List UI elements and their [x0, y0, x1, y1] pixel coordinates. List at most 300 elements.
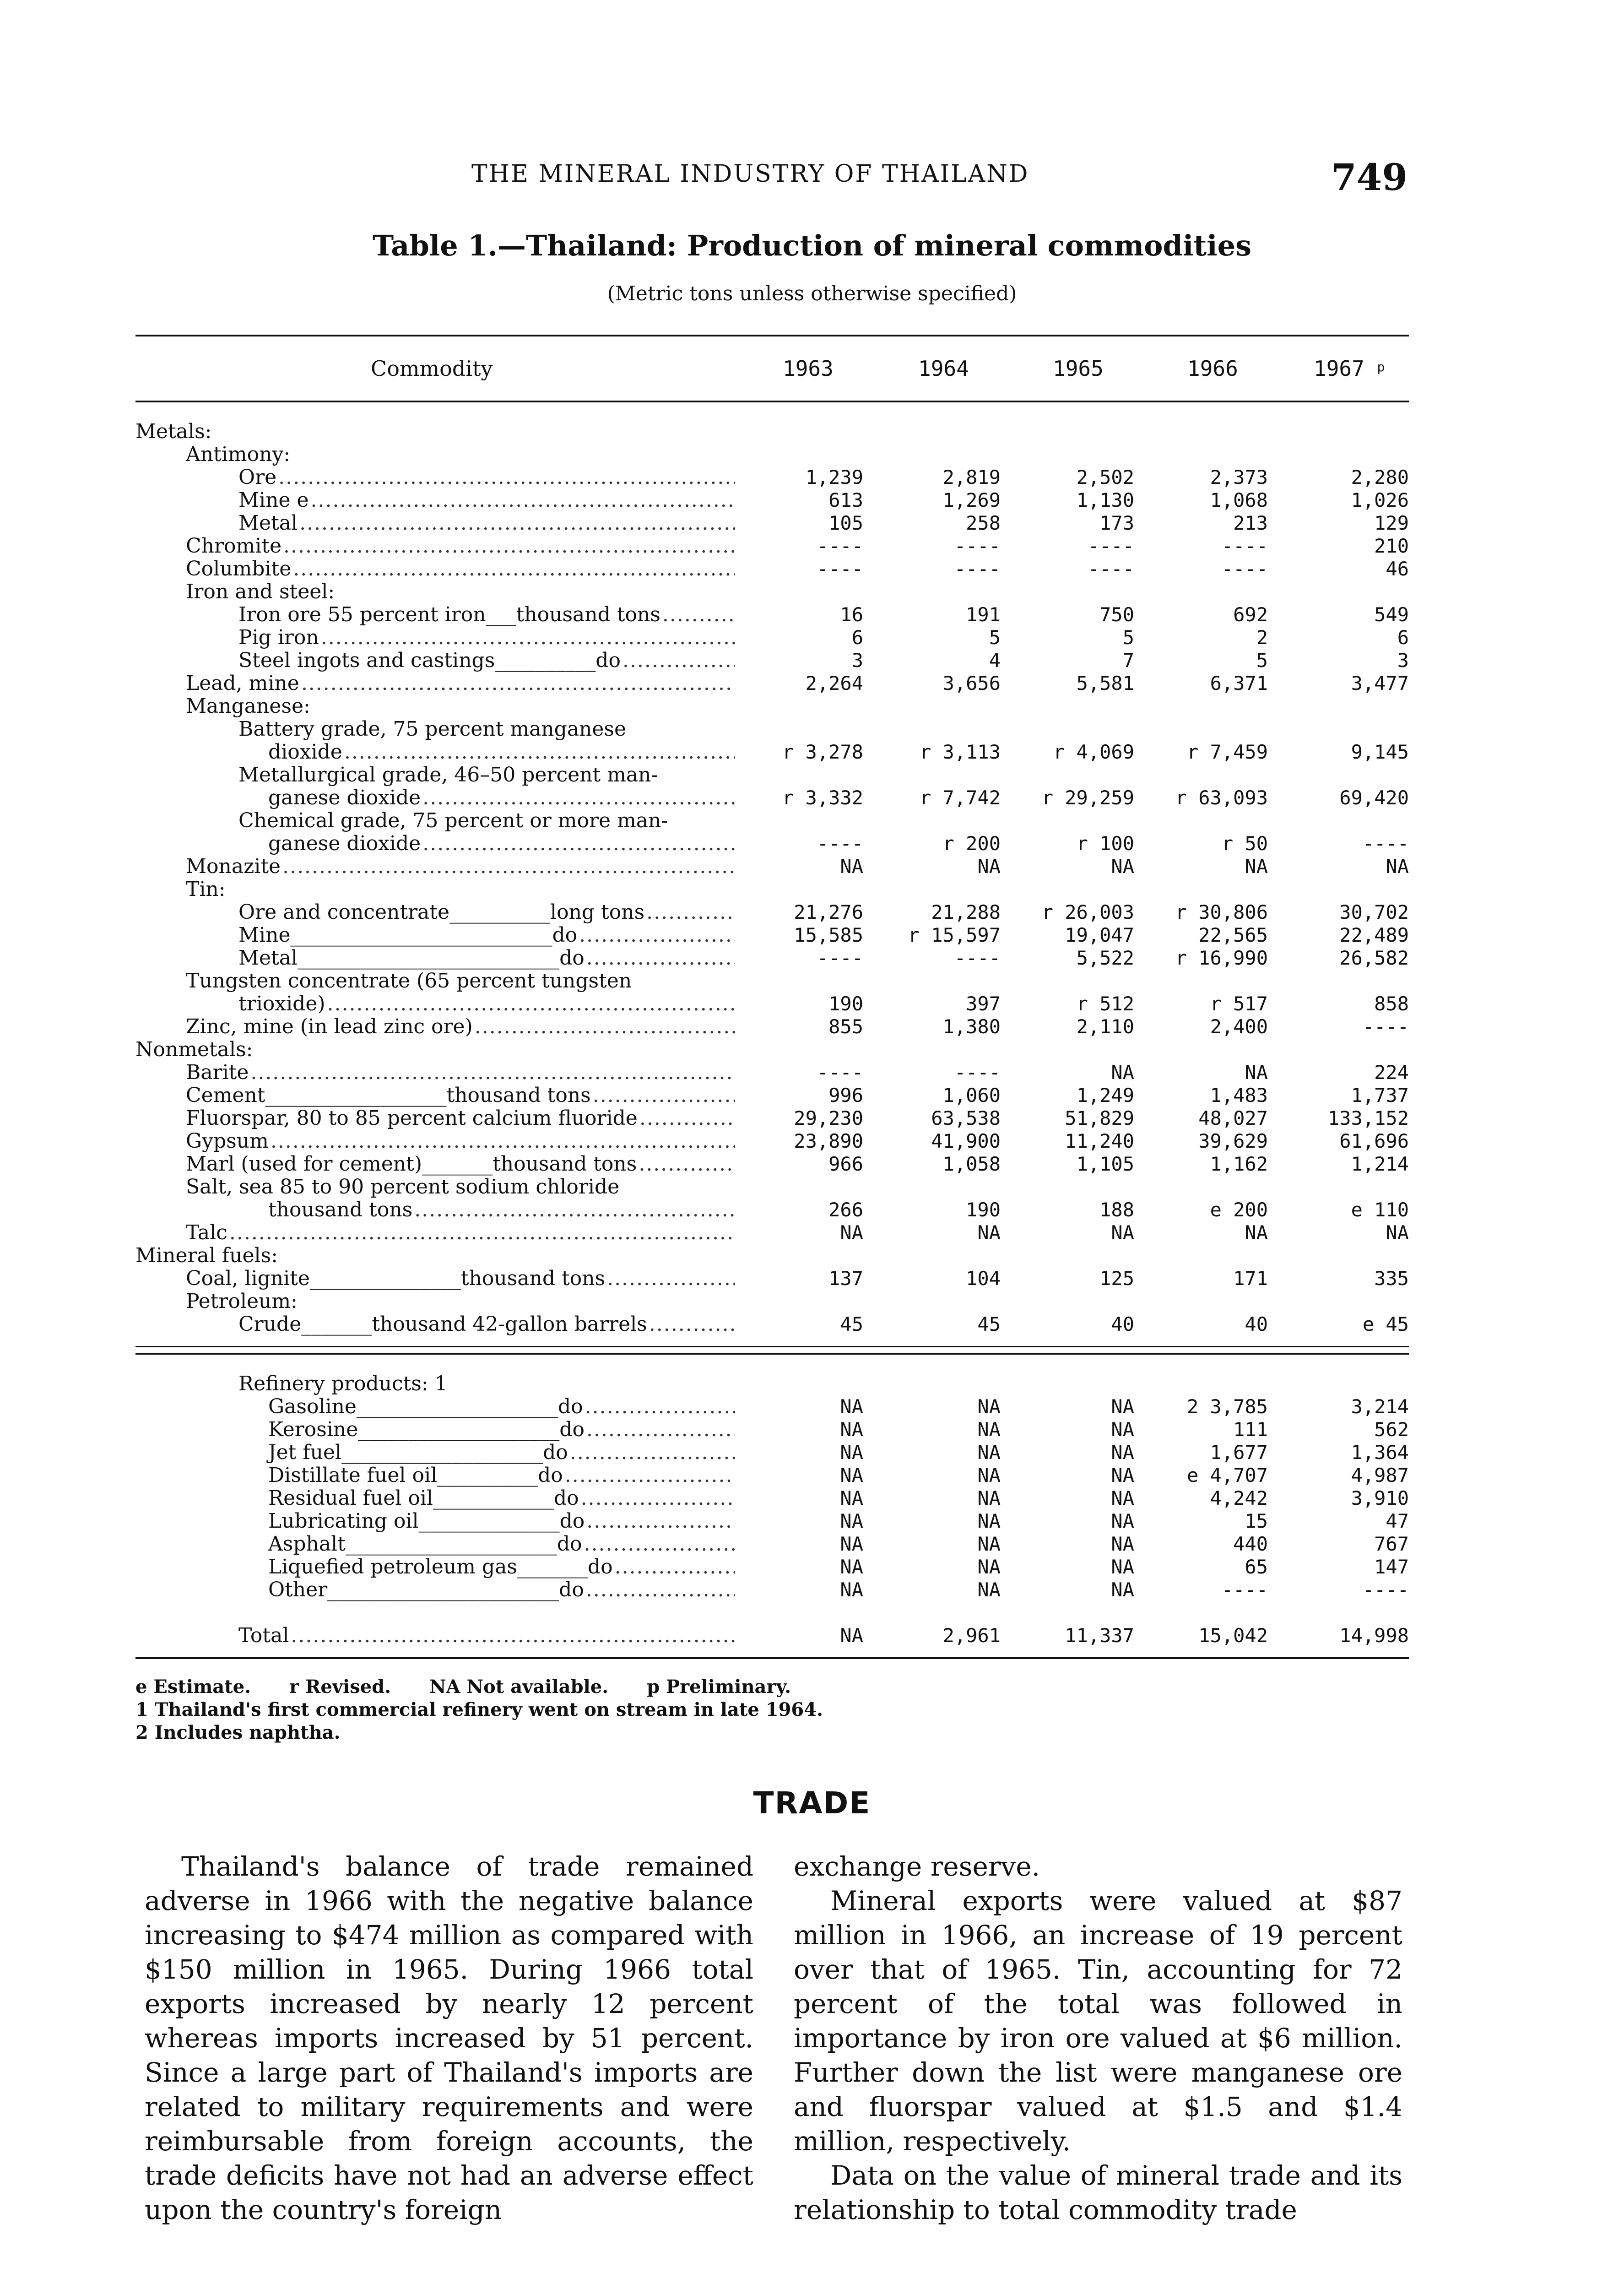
- row-value: NA: [840, 1221, 863, 1244]
- row-value: ----: [1221, 535, 1268, 557]
- table-row: [135, 1061, 1409, 1084]
- row-label: Jet fuel____________________do .....: [135, 1441, 735, 1464]
- row-value: 41,900: [931, 1130, 1001, 1152]
- row-value: 1,249: [1076, 1084, 1134, 1107]
- row-value: 858: [1374, 993, 1409, 1015]
- row-value: ----: [954, 535, 1001, 557]
- row-label: Residual fuel oil____________do .....: [135, 1487, 735, 1510]
- row-value: r 15,597: [908, 924, 1001, 946]
- row-value: 137: [828, 1267, 863, 1290]
- row-label: Monazite .....: [135, 855, 735, 878]
- table-row: [135, 443, 1409, 466]
- table-row: [135, 1199, 1409, 1221]
- table-row: [135, 1015, 1409, 1038]
- row-label: Mineral fuels:: [135, 1244, 278, 1267]
- row-value: NA: [840, 1578, 863, 1601]
- table-row: [135, 970, 1409, 993]
- preliminary-mark: p: [1377, 359, 1385, 374]
- row-value: ----: [817, 947, 863, 969]
- paragraph: Mineral exports were valued at $87 million in 1966, an increase of 19 percent over that of 1965. Tin, accounting for 72 percent of the total was followed in importance by iron ore valued at $6 million. Further down the list were manganese ore and fluorspar valued at $1.5 and $1.4 million, respectively.: [794, 1885, 1402, 2157]
- row-value: NA: [977, 1578, 1001, 1601]
- row-value: 105: [828, 512, 863, 534]
- row-value: 258: [966, 512, 1001, 534]
- row-value: 4: [989, 649, 1001, 672]
- row-value: 397: [966, 993, 1001, 1015]
- column-header-1964: 1964: [918, 356, 969, 381]
- row-value: NA: [1111, 1510, 1134, 1532]
- row-value: 22,489: [1339, 924, 1409, 946]
- row-value: 210: [1374, 535, 1409, 557]
- row-value: ----: [1362, 1578, 1409, 1601]
- row-label: Mine e .....: [135, 489, 735, 512]
- row-value: NA: [840, 855, 863, 878]
- row-value: NA: [977, 1395, 1001, 1418]
- table-row: [135, 1464, 1409, 1487]
- row-label: trioxide) .....: [135, 993, 735, 1015]
- column-header-commodity: Commodity: [371, 356, 493, 381]
- row-label: Pig iron .....: [135, 626, 735, 649]
- table-row: [135, 1153, 1409, 1176]
- table-row: [135, 1487, 1409, 1510]
- row-label: Distillate fuel oil__________do .....: [135, 1464, 735, 1487]
- row-value: r 63,093: [1175, 787, 1268, 809]
- table-row: [135, 718, 1409, 741]
- row-label: Fluorspar, 80 to 85 percent calcium fluoride .....: [135, 1107, 735, 1130]
- row-value: 39,629: [1198, 1130, 1268, 1152]
- row-value: NA: [1111, 1578, 1134, 1601]
- table-row: [135, 535, 1409, 558]
- row-value: 613: [828, 489, 863, 511]
- row-value: NA: [1386, 1221, 1409, 1244]
- row-value: 46: [1386, 558, 1409, 580]
- row-value: ----: [1362, 1015, 1409, 1038]
- row-value: 1,380: [942, 1015, 1001, 1038]
- row-label: Metal__________________________do .....: [135, 947, 735, 970]
- table-row: [135, 695, 1409, 718]
- table-title: Table 1.—Thailand: Production of mineral commodities: [372, 229, 1251, 262]
- table-row: [135, 603, 1409, 626]
- table-row: [135, 1267, 1409, 1290]
- table-row: [135, 512, 1409, 535]
- row-value: NA: [840, 1395, 863, 1418]
- row-value: 2,280: [1351, 466, 1409, 488]
- row-value: NA: [1111, 1221, 1134, 1244]
- row-label: Metal .....: [135, 512, 735, 535]
- row-value: 1,130: [1076, 489, 1134, 511]
- row-value: NA: [840, 1441, 863, 1464]
- row-label: Marl (used for cement)_______thousand tons .....: [135, 1153, 735, 1176]
- row-label: Total .....: [135, 1624, 735, 1647]
- row-value: NA: [1245, 1221, 1268, 1244]
- row-value: NA: [1111, 855, 1134, 878]
- row-value: e 4,707: [1186, 1464, 1268, 1486]
- row-value: 1,058: [942, 1153, 1001, 1175]
- row-value: e 110: [1351, 1199, 1409, 1221]
- table-row: [135, 1624, 1409, 1647]
- table-row: [135, 420, 1409, 443]
- table-row: [135, 787, 1409, 809]
- row-value: 47: [1386, 1510, 1409, 1532]
- row-value: 15,042: [1198, 1624, 1268, 1647]
- paragraph: exchange reserve.: [794, 1851, 1040, 1882]
- row-value: 5: [1122, 626, 1134, 649]
- row-value: 1,483: [1210, 1084, 1268, 1107]
- row-value: 11,240: [1065, 1130, 1134, 1152]
- row-value: 173: [1099, 512, 1134, 534]
- row-value: 1,162: [1210, 1153, 1268, 1175]
- row-value: 562: [1374, 1418, 1409, 1441]
- row-value: NA: [977, 1441, 1001, 1464]
- row-value: NA: [977, 1556, 1001, 1578]
- row-value: e 200: [1210, 1199, 1268, 1221]
- row-value: 5: [1256, 649, 1268, 672]
- column-header-1966: 1966: [1187, 356, 1238, 381]
- row-value: 190: [966, 1199, 1001, 1221]
- row-label: Ore and concentrate__________long tons .....: [135, 901, 735, 924]
- row-label: Chromite .....: [135, 535, 735, 558]
- row-value: 5,581: [1076, 672, 1134, 694]
- row-value: 1,737: [1351, 1084, 1409, 1107]
- row-label: Talc .....: [135, 1221, 735, 1244]
- row-value: 2: [1256, 626, 1268, 649]
- row-value: NA: [1245, 855, 1268, 878]
- row-value: NA: [977, 1418, 1001, 1441]
- row-value: NA: [1111, 1464, 1134, 1486]
- table-row: [135, 1556, 1409, 1578]
- row-value: 11,337: [1065, 1624, 1134, 1647]
- row-value: 45: [840, 1313, 863, 1335]
- table-row: [135, 1510, 1409, 1533]
- row-label: Barite .....: [135, 1061, 735, 1084]
- table-row: [135, 901, 1409, 924]
- table-row: [135, 924, 1409, 947]
- row-value: 335: [1374, 1267, 1409, 1290]
- row-label: Iron ore 55 percent iron___thousand tons .....: [135, 603, 735, 626]
- footnote-estimate: e Estimate.: [135, 1676, 251, 1698]
- row-value: ----: [1362, 832, 1409, 855]
- row-label: Tin:: [186, 878, 226, 901]
- running-head: [0, 156, 1624, 211]
- text-column-left: [145, 1850, 753, 2227]
- paragraph: Data on the value of mineral trade and its relationship to total commodity trade: [794, 2160, 1402, 2225]
- table-row: [135, 489, 1409, 512]
- footnote-2: 2 Includes naphtha.: [135, 1722, 341, 1743]
- table-row: [135, 1176, 1409, 1199]
- row-value: NA: [840, 1464, 863, 1486]
- row-label: Tungsten concentrate (65 percent tungsten: [186, 970, 632, 993]
- text-column-right: [794, 1850, 1402, 2227]
- row-value: NA: [1111, 1061, 1134, 1084]
- row-label: Antimony:: [186, 443, 291, 466]
- row-value: NA: [1111, 1533, 1134, 1555]
- row-label: Manganese:: [186, 695, 310, 718]
- row-label: thousand tons .....: [135, 1199, 735, 1221]
- row-value: r 517: [1210, 993, 1268, 1015]
- table-header-rule: [135, 401, 1409, 402]
- table-row: [135, 1130, 1409, 1153]
- row-value: 19,047: [1065, 924, 1134, 946]
- table-bottom-rule: [135, 1657, 1409, 1659]
- row-value: 2,961: [942, 1624, 1001, 1647]
- row-label: Liquefied petroleum gas_______do .....: [135, 1556, 735, 1578]
- row-label: Salt, sea 85 to 90 percent sodium chloride: [186, 1176, 620, 1199]
- row-value: 1,239: [805, 466, 863, 488]
- column-header-1965: 1965: [1053, 356, 1104, 381]
- row-value: r 7,742: [919, 787, 1001, 809]
- row-value: NA: [1111, 1418, 1134, 1441]
- row-value: 2,373: [1210, 466, 1268, 488]
- row-value: NA: [840, 1556, 863, 1578]
- row-value: 224: [1374, 1061, 1409, 1084]
- table-row: [135, 1084, 1409, 1107]
- row-value: 213: [1233, 512, 1268, 534]
- row-label: Kerosine____________________do .....: [135, 1418, 735, 1441]
- row-value: ----: [1221, 558, 1268, 580]
- table-row: [135, 672, 1409, 695]
- row-value: 3,656: [942, 672, 1001, 694]
- row-label: Asphalt_____________________do .....: [135, 1533, 735, 1556]
- row-label: dioxide .....: [135, 741, 735, 764]
- row-value: 104: [966, 1267, 1001, 1290]
- row-label: Lubricating oil______________do .....: [135, 1510, 735, 1533]
- row-value: NA: [1386, 855, 1409, 878]
- table-row: [135, 878, 1409, 901]
- table-row: [135, 626, 1409, 649]
- row-value: ----: [1088, 535, 1134, 557]
- row-value: NA: [1245, 1061, 1268, 1084]
- row-value: 51,829: [1065, 1107, 1134, 1129]
- row-value: 767: [1374, 1533, 1409, 1555]
- row-label: Petroleum:: [186, 1290, 298, 1313]
- row-value: 2 3,785: [1186, 1395, 1268, 1418]
- table-row: [135, 1533, 1409, 1556]
- row-value: 6: [851, 626, 863, 649]
- row-value: 22,565: [1198, 924, 1268, 946]
- row-value: 147: [1374, 1556, 1409, 1578]
- column-header-1963: 1963: [783, 356, 834, 381]
- row-value: 855: [828, 1015, 863, 1038]
- row-label: Steel ingots and castings__________do .....: [135, 649, 735, 672]
- row-value: 40: [1245, 1313, 1268, 1335]
- row-value: 14,998: [1339, 1624, 1409, 1647]
- row-value: ----: [817, 535, 863, 557]
- row-value: 61,696: [1339, 1130, 1409, 1152]
- row-value: NA: [977, 1464, 1001, 1486]
- table-row: [135, 1578, 1409, 1601]
- row-value: 4,987: [1351, 1464, 1409, 1486]
- row-label: Ore .....: [135, 466, 735, 489]
- row-value: 3,910: [1351, 1487, 1409, 1509]
- row-value: r 7,459: [1186, 741, 1268, 763]
- row-value: 133,152: [1327, 1107, 1409, 1129]
- row-label: Nonmetals:: [135, 1038, 253, 1061]
- table-row: [135, 466, 1409, 489]
- row-value: NA: [1111, 1395, 1134, 1418]
- row-value: ----: [954, 558, 1001, 580]
- row-label: Metals:: [135, 420, 212, 443]
- row-value: NA: [840, 1418, 863, 1441]
- row-value: 3,214: [1351, 1395, 1409, 1418]
- row-value: 2,400: [1210, 1015, 1268, 1038]
- row-value: 440: [1233, 1533, 1268, 1555]
- row-label: Mine__________________________do .....: [135, 924, 735, 947]
- row-value: 5: [989, 626, 1001, 649]
- row-label: Chemical grade, 75 percent or more man-: [238, 809, 668, 832]
- row-value: 549: [1374, 603, 1409, 626]
- row-value: NA: [1111, 1556, 1134, 1578]
- row-value: r 3,278: [782, 741, 863, 763]
- row-value: 3,477: [1351, 672, 1409, 694]
- row-value: ----: [1221, 1578, 1268, 1601]
- row-label: Metallurgical grade, 46–50 percent man-: [238, 764, 658, 787]
- footnotes: [135, 1676, 823, 1744]
- running-title: THE MINERAL INDUSTRY OF THAILAND: [471, 160, 1029, 188]
- row-value: 1,026: [1351, 489, 1409, 511]
- footnote-1: 1 Thailand's first commercial refinery went on stream in late 1964.: [135, 1699, 823, 1720]
- footnote-not-available: NA Not available.: [429, 1676, 609, 1698]
- row-label: Gypsum .....: [135, 1130, 735, 1153]
- row-value: 966: [828, 1153, 863, 1175]
- row-value: r 50: [1221, 832, 1268, 855]
- row-value: r 30,806: [1175, 901, 1268, 923]
- row-value: 1,105: [1076, 1153, 1134, 1175]
- table-row: [135, 1313, 1409, 1336]
- row-value: 171: [1233, 1267, 1268, 1290]
- table-subtitle: (Metric tons unless otherwise specified): [607, 282, 1017, 305]
- row-value: ----: [954, 947, 1001, 969]
- table-row: [135, 741, 1409, 764]
- page-number: 749: [1331, 156, 1407, 199]
- row-value: 69,420: [1339, 787, 1409, 809]
- table-row: [135, 1038, 1409, 1061]
- row-value: 40: [1111, 1313, 1134, 1335]
- row-value: 63,538: [931, 1107, 1001, 1129]
- row-value: NA: [977, 1533, 1001, 1555]
- row-value: 1,677: [1210, 1441, 1268, 1464]
- row-value: r 3,332: [782, 787, 863, 809]
- row-value: 6,371: [1210, 672, 1268, 694]
- row-label: Zinc, mine (in lead zinc ore) .....: [135, 1015, 735, 1038]
- row-label: Columbite .....: [135, 558, 735, 580]
- row-value: 1,214: [1351, 1153, 1409, 1175]
- row-label: Iron and steel:: [186, 580, 335, 603]
- row-label: ganese dioxide .....: [135, 832, 735, 855]
- row-value: 266: [828, 1199, 863, 1221]
- table-row: [135, 809, 1409, 832]
- row-value: NA: [840, 1533, 863, 1555]
- row-value: 2,502: [1076, 466, 1134, 488]
- section-heading-trade: TRADE: [753, 1785, 871, 1821]
- row-value: NA: [1111, 1441, 1134, 1464]
- table-row: [135, 1244, 1409, 1267]
- row-value: 1,269: [942, 489, 1001, 511]
- row-value: 188: [1099, 1199, 1134, 1221]
- table-row: [135, 1107, 1409, 1130]
- table-row: [135, 1290, 1409, 1313]
- table-row: [135, 580, 1409, 603]
- table-body: [135, 420, 1409, 1647]
- row-value: 111: [1233, 1418, 1268, 1441]
- table-row: [135, 1395, 1409, 1418]
- row-value: NA: [977, 855, 1001, 878]
- row-value: NA: [977, 1487, 1001, 1509]
- row-value: e 45: [1362, 1313, 1409, 1335]
- row-value: ----: [817, 832, 863, 855]
- row-value: 23,890: [794, 1130, 863, 1152]
- row-value: 65: [1245, 1556, 1268, 1578]
- row-value: NA: [977, 1221, 1001, 1244]
- row-value: r 16,990: [1175, 947, 1268, 969]
- row-label: Lead, mine .....: [135, 672, 735, 695]
- row-value: r 26,003: [1041, 901, 1134, 923]
- row-value: 2,819: [942, 466, 1001, 488]
- row-value: 125: [1099, 1267, 1134, 1290]
- table-row: [135, 1418, 1409, 1441]
- row-value: 2,110: [1076, 1015, 1134, 1038]
- row-label: Battery grade, 75 percent manganese: [238, 718, 627, 741]
- table-row: [135, 1372, 1409, 1395]
- table-row: [135, 855, 1409, 878]
- row-value: 26,582: [1339, 947, 1409, 969]
- row-value: 21,276: [794, 901, 863, 923]
- table-divider-rule: [135, 1346, 1409, 1347]
- row-value: 3: [1397, 649, 1409, 672]
- row-label: Other_______________________do .....: [135, 1578, 735, 1601]
- row-label: Coal, lignite_______________thousand tons .....: [135, 1267, 735, 1290]
- table-row: [135, 764, 1409, 787]
- row-value: 1,364: [1351, 1441, 1409, 1464]
- row-value: NA: [840, 1487, 863, 1509]
- table-row: [135, 649, 1409, 672]
- row-value: 129: [1374, 512, 1409, 534]
- table-row: [135, 832, 1409, 855]
- row-value: ----: [817, 558, 863, 580]
- table-row: [135, 993, 1409, 1015]
- row-value: 21,288: [931, 901, 1001, 923]
- row-value: 30,702: [1339, 901, 1409, 923]
- row-value: 3: [851, 649, 863, 672]
- refinery-heading: Refinery products: 1: [238, 1372, 448, 1395]
- table-row: [135, 1441, 1409, 1464]
- row-value: ----: [817, 1061, 863, 1084]
- row-value: 996: [828, 1084, 863, 1107]
- row-label: Cement__________________thousand tons .....: [135, 1084, 735, 1107]
- row-value: 45: [977, 1313, 1001, 1335]
- row-label: ganese dioxide .....: [135, 787, 735, 809]
- row-value: 750: [1099, 603, 1134, 626]
- row-value: 2,264: [805, 672, 863, 694]
- row-value: NA: [840, 1624, 863, 1647]
- table-row: [135, 947, 1409, 970]
- row-value: 7: [1122, 649, 1134, 672]
- row-label: Gasoline____________________do .....: [135, 1395, 735, 1418]
- row-value: 48,027: [1198, 1107, 1268, 1129]
- footnote-revised: r Revised.: [289, 1676, 391, 1698]
- row-value: 9,145: [1351, 741, 1409, 763]
- table-divider-rule: [135, 1353, 1409, 1355]
- row-value: 15: [1245, 1510, 1268, 1532]
- row-label: Crude_______thousand 42-gallon barrels .....: [135, 1313, 735, 1336]
- row-value: r 512: [1076, 993, 1134, 1015]
- row-value: NA: [1111, 1487, 1134, 1509]
- row-value: ----: [1088, 558, 1134, 580]
- row-value: 692: [1233, 603, 1268, 626]
- row-value: 15,585: [794, 924, 863, 946]
- row-value: 1,068: [1210, 489, 1268, 511]
- table-row: [135, 558, 1409, 580]
- column-header-1967: 1967 $^p$: [1314, 356, 1385, 381]
- footnote-symbols: [135, 1676, 823, 1698]
